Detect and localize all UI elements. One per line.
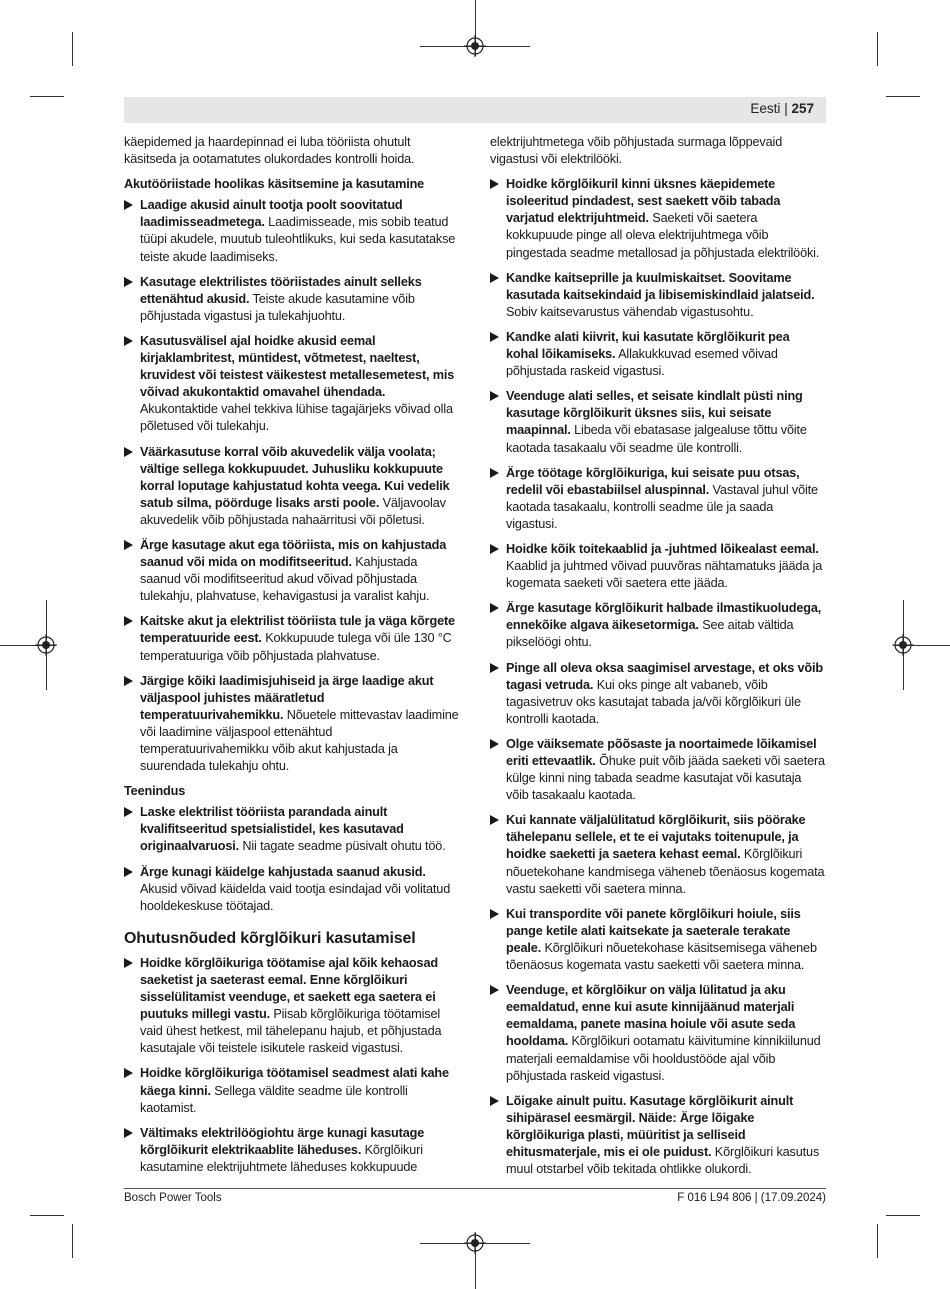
list-item — [124, 444, 459, 529]
bullet-arrow-icon — [490, 985, 499, 995]
list-item — [124, 197, 459, 265]
item-bold-text: Kandke kaitseprille ja kuulmiskaitset. Soovitame kasutada kaitsekindaid ja libisemiskindlaid jalatseid. — [506, 270, 815, 302]
item-bold-text: Kui kannate väljalülitatud kõrglõikurit, siis pöörake tähelepanu sellele, et te ei vajutaks toitenupule, ja hoidke saeketti ja saetera kehast eemal. — [506, 813, 806, 862]
registration-mark-icon — [464, 35, 486, 57]
bullet-arrow-icon — [124, 336, 133, 346]
item-text: Kõrglõikuri nõuetekohase käsitsemisega väheneb tõenäosus kogemata vastu saeketti või saetera minna. — [506, 940, 817, 973]
crop-mark — [30, 96, 64, 97]
item-bold-text: Kasutusvälisel ajal hoidke akusid eemal kirjaklambritest, müntidest, võtmetest, naeltest, kruvidest või teistest väikestest metallesemetest, mis võivad akukontaktid omavahel ühendada. — [140, 333, 455, 400]
bullet-arrow-icon — [124, 616, 133, 626]
item-text: Akusid võivad käidelda vaid tootja esindajad või volitatud hooldekeskuse töötajad. — [140, 881, 451, 913]
header-text — [750, 101, 814, 116]
item-text: Saeketi või saetera kokkupuude pinge all oleva elektrijuhtmega võib pingestada seadme metallosad ja põhjustada elektrilööki. — [506, 211, 820, 260]
right-safety-list — [490, 176, 825, 1178]
item-bold-text: Väärkasutuse korral võib akuvedelik välja voolata; vältige sellega kokkupuudet. Juhusliku kokkupuute korral loputage kahjustatud kohta veega. Kui vedelik satub silma, pöörduge lisaks arsti poole. — [140, 444, 450, 510]
item-text: Nõuetele mittevastav laadimine või laadimine väljaspool ettenähtud temperatuurivahemikku võib akut kahjustada ja suurendada tulekahju ohtu. — [140, 707, 459, 774]
bullet-arrow-icon — [490, 544, 499, 554]
footer-divider — [124, 1188, 826, 1189]
bullet-arrow-icon — [490, 179, 499, 189]
list-item — [490, 541, 825, 592]
item-bold-text: Järgige kõiki laadimisjuhiseid ja ärge laadige akut väljaspool juhistes määratletud temperatuurivahemikku. — [140, 673, 434, 722]
bullet-arrow-icon — [124, 676, 133, 686]
list-item — [490, 982, 825, 1085]
item-bold-text: Laske elektrilist tööriista parandada ainult kvalifitseeritud spetsialistidel, kes kasutavad originaalvaruosi. — [140, 805, 404, 854]
safety-list — [124, 955, 459, 1176]
list-item — [124, 864, 459, 915]
item-text: Kahjustada saanud või modifitseeritud akud võivad põhjustada tulekahju, plahvatuse, kehavigastusi ja varalist kahju. — [140, 555, 430, 604]
list-item — [490, 1093, 825, 1178]
header-language: Eesti — [750, 101, 781, 116]
list-item — [490, 736, 825, 804]
item-text: Kõrglõikuri kasutamine elektrijuhtmete läheduses kokkupuude — [140, 1142, 423, 1174]
bullet-arrow-icon — [124, 1068, 133, 1078]
item-text: Nii tagate seadme püsivalt ohutu töö. — [238, 839, 446, 854]
item-text: Õhuke puit võib jääda saeketi või saetera külge kinni ning tabada seadme kasutajat või kasutaja võib tasakaalu kaotada. — [506, 754, 825, 803]
item-text: See aitab vältida pikselöögi ohtu. — [506, 618, 794, 650]
bullet-arrow-icon — [490, 909, 499, 919]
item-bold-text: Ärge kasutage kõrglõikurit halbade ilmastikuoludega, ennekõike algava äikesetormiga. — [506, 601, 822, 633]
bullet-arrow-icon — [490, 332, 499, 342]
list-item — [124, 804, 459, 855]
item-bold-text: Kasutage elektrilistes tööriistades ainult selleks ettenähtud akusid. — [140, 274, 422, 306]
item-text: Sellega väldite seadme üle kontrolli kaotamist. — [140, 1083, 408, 1115]
bullet-arrow-icon — [124, 200, 133, 210]
item-bold-text: Lõigake ainult puitu. Kasutage kõrglõikurit ainult sihipärasel eesmärgil. Näide: Ärge lõigake kõrglõikuriga plasti, müüritist ja selliseid ehitusmaterjale, mis ei ole puidust. — [506, 1093, 794, 1159]
list-item — [490, 388, 825, 456]
battery-heading: Akutööriistade hoolikas käsitsemine ja kasutamine — [124, 177, 425, 192]
item-text: Laadimisseade, mis sobib teatud tüüpi akudele, muutub tuleohtlikuks, kui seda kasutatakse teiste akude laadimiseks. — [140, 215, 456, 264]
bullet-arrow-icon — [124, 807, 133, 817]
page-header — [124, 97, 826, 123]
registration-mark-icon — [892, 634, 914, 656]
right-column — [490, 134, 825, 1186]
bullet-arrow-icon — [490, 391, 499, 401]
list-item — [124, 673, 459, 776]
crop-mark — [886, 1215, 920, 1216]
crop-mark — [30, 1215, 64, 1216]
registration-mark-icon — [35, 634, 57, 656]
item-text: Teiste akude kasutamine võib põhjustada vigastusi ja tulekahjuohtu. — [140, 291, 415, 323]
item-bold-text: Veenduge, et kõrglõikur on välja lülitatud ja aku eemaldatud, enne kui asute kinnijäänud materjali eemaldama, panete masina hoiule või asute seda hooldama. — [506, 983, 796, 1049]
item-bold-text: Olge väiksemate põõsaste ja noortaimede lõikamisel eriti ettevaatlik. — [506, 736, 817, 768]
intro-paragraph: käepidemed ja haardepinnad ei luba tööriista ohutult käsitseda ja ootamatutes olukordades kontrolli hoida. — [124, 135, 415, 167]
bullet-arrow-icon — [490, 468, 499, 478]
list-item — [490, 600, 825, 651]
item-bold-text: Hoidke kõrglõikuriga töötamise ajal kõik kehaosad saeketist ja saeterast eemal. Enne kõrglõikuri sisselülitamist veenduge, et saekett ega saetera ei puutuks millegi vastu. — [140, 955, 438, 1022]
bullet-arrow-icon — [124, 277, 133, 287]
crop-mark — [877, 1224, 878, 1258]
continuation-paragraph: elektrijuhtmetega võib põhjustada surmaga lõppevaid vigastusi või elektrilööki. — [490, 135, 783, 167]
service-heading: Teenindus — [124, 784, 186, 799]
list-item — [490, 176, 825, 261]
item-bold-text: Hoidke kõik toitekaablid ja -juhtmed lõikealast eemal. — [506, 541, 819, 556]
item-text: Kokkupuude tulega või üle 130 °C temperatuuriga võib põhjustada plahvatuse. — [140, 631, 452, 663]
crop-mark — [72, 32, 73, 66]
item-bold-text: Kui transpordite või panete kõrglõikuri hoiule, siis pange ketile alati kaitsekate ja saeterale terakate peale. — [506, 906, 801, 955]
bullet-arrow-icon — [490, 815, 499, 825]
bullet-arrow-icon — [124, 447, 133, 457]
list-item — [490, 270, 825, 321]
item-text: Sobiv kaitsevarustus vähendab vigastusohtu. — [506, 304, 754, 319]
page-number: 257 — [791, 101, 814, 116]
crop-mark — [877, 32, 878, 66]
left-column — [124, 134, 459, 1184]
bullet-arrow-icon — [490, 603, 499, 613]
item-bold-text: Ärge kunagi käidelge kahjustada saanud akusid. — [140, 864, 426, 879]
item-text: Kui oks pinge alt vabaneb, võib tagasivetruv oks kasutajat tabada ja/või kõrglõikuri üle kontrolli kaotada. — [506, 677, 801, 726]
crop-mark — [886, 96, 920, 97]
service-list — [124, 804, 459, 915]
list-item — [124, 1125, 459, 1176]
list-item — [124, 955, 459, 1058]
item-text: Kõrglõikuri kasutus muul otstarbel võib tekitada ohtlikke olukordi. — [506, 1144, 820, 1177]
item-bold-text: Veenduge alati selles, et seisate kindlalt püsti ning kasutage kõrglõikurit üksnes siis, kui seisate maapinnal. — [506, 389, 803, 438]
bullet-arrow-icon — [490, 1096, 499, 1106]
battery-list — [124, 197, 459, 775]
header-separator: | — [784, 101, 788, 116]
item-text: Kõrglõikuri ootamatu käivitumine kinnikiilunud materjali eemaldamise või hooldustööde ajal võib põhjustada raskeid vigastusi. — [506, 1034, 821, 1083]
item-bold-text: Vältimaks elektrilöögiohtu ärge kunagi kasutage kõrglõikurit elektrikaablite läheduses. — [140, 1125, 425, 1157]
item-text: Libeda või ebatasase jalgealuse tõttu võite kaotada tasakaalu või seadme üle kontrolli. — [506, 423, 807, 455]
item-text: Akukontaktide vahel tekkiva lühise tagajärjeks võivad olla põletused või tulekahju. — [140, 402, 453, 434]
item-bold-text: Ärge töötage kõrglõikuriga, kui seisate puu otsas, redelil või ebastabiilsel aluspinnal. — [506, 465, 800, 497]
crop-mark — [72, 1224, 73, 1258]
item-bold-text: Kandke alati kiivrit, kui kasutate kõrglõikurit pea kohal lõikamiseks. — [506, 329, 790, 362]
bullet-arrow-icon — [124, 540, 133, 550]
list-item — [490, 812, 825, 897]
bullet-arrow-icon — [490, 739, 499, 749]
item-text: Väljavoolav akuvedelik võib põhjustada nahaärritusi või põletusi. — [140, 495, 446, 527]
item-text: Kõrglõikuri nõuetekohane kandmisega väheneb tõenäosus kogemata vastu saeketti või saetera minna. — [506, 847, 825, 896]
list-item — [490, 465, 825, 533]
list-item — [490, 906, 825, 974]
item-bold-text: Kaitske akut ja elektrilist tööriista tule ja väga kõrgete temperatuuride eest. — [140, 614, 455, 646]
list-item — [124, 274, 459, 325]
list-item — [124, 333, 459, 436]
item-bold-text: Laadige akusid ainult tootja poolt soovitatud laadimisseadmetega. — [140, 198, 403, 230]
registration-mark-icon — [464, 1232, 486, 1254]
footer-brand: Bosch Power Tools — [124, 1192, 222, 1204]
item-bold-text: Hoidke kõrglõikuriga töötamisel seadmest alati kahe käega kinni. — [140, 1066, 449, 1098]
bullet-arrow-icon — [124, 958, 133, 968]
item-bold-text: Ärge kasutage akut ega tööriista, mis on kahjustada saanud või mida on modifitseeritud. — [140, 537, 447, 570]
item-text: Vastaval juhul võite kaotada tasakaalu, kontrolli seadme üle ja saada vigastusi. — [506, 482, 818, 531]
item-text: Kaablid ja juhtmed võivad puuvõras nähtamatuks jääda ja kogemata saeketi või saetera ette jääda. — [506, 559, 823, 591]
item-text: Piisab kõrglõikuriga töötamisel vaid ühest hetkest, mil tähelepanu hajub, et põhjustada kasutajale või teistele isikutele raskeid vigastusi. — [140, 1007, 442, 1056]
bullet-arrow-icon — [124, 1128, 133, 1138]
list-item — [490, 329, 825, 380]
item-text: Allakukkuvad esemed võivad põhjustada raskeid vigastusi. — [506, 347, 778, 379]
footer-doc-id: F 016 L94 806 | (17.09.2024) — [677, 1192, 826, 1204]
list-item — [124, 613, 459, 664]
bullet-arrow-icon — [490, 273, 499, 283]
list-item — [124, 537, 459, 605]
safety-heading: Ohutusnõuded kõrglõikuri kasutamisel — [124, 929, 416, 947]
list-item — [490, 660, 825, 728]
item-bold-text: Pinge all oleva oksa saagimisel arvestage, et oks võib tagasi vetruda. — [506, 660, 823, 692]
item-bold-text: Hoidke kõrglõikuril kinni üksnes käepidemete isoleeritud pindadest, sest saekett võib tabada varjatud elektrijuhtmeid. — [506, 177, 781, 226]
bullet-arrow-icon — [124, 867, 133, 877]
list-item — [124, 1065, 459, 1116]
bullet-arrow-icon — [490, 663, 499, 673]
